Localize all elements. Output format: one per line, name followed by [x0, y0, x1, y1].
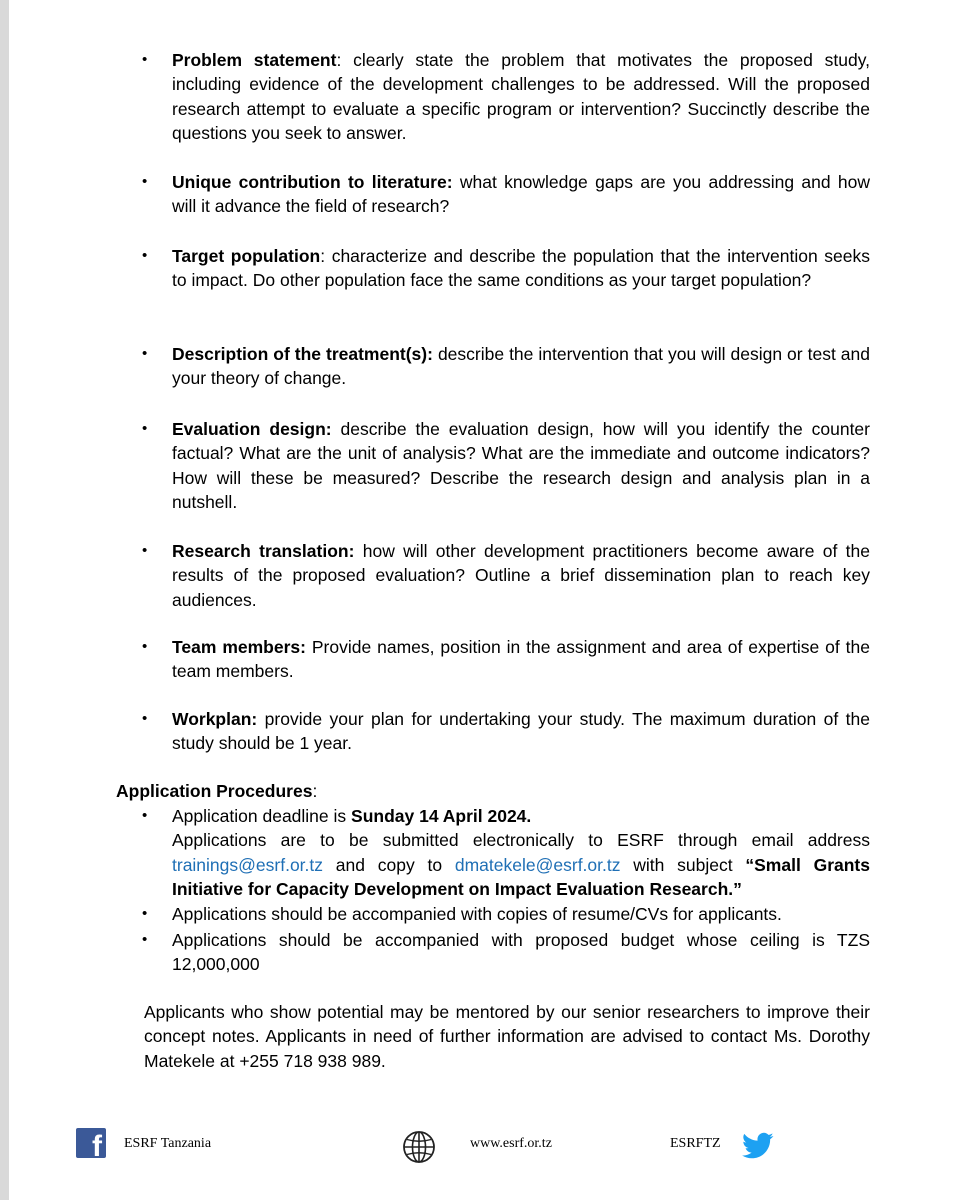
facebook-icon[interactable]: f	[76, 1128, 106, 1158]
procedure-deadline	[172, 804, 870, 902]
list-item-evaluation-design	[172, 417, 870, 515]
list-item-team-members	[172, 635, 870, 684]
item-text: describe the intervention that you will design or test and your theory of change.	[172, 344, 870, 389]
list-item-workplan	[172, 707, 870, 756]
item-title: Target population	[172, 246, 321, 266]
deadline-text: Application deadline is	[172, 806, 352, 826]
list-item-target-population	[172, 244, 870, 293]
item-title: Unique contribution to literature:	[172, 172, 453, 192]
item-text: what knowledge gaps are you addressing and how will it advance the field of research?	[172, 172, 871, 217]
item-title: Workplan:	[172, 709, 258, 729]
item-text: provide your plan for undertaking your study. The maximum duration of the study should be 1 year.	[172, 709, 870, 754]
deadline-date: Sunday 14 April 2024.	[351, 806, 532, 826]
twitter-handle[interactable]: ESRFTZ	[670, 1136, 721, 1151]
item-sep: :	[320, 246, 326, 266]
bullet-icon: •	[142, 420, 148, 437]
bullet-icon: •	[142, 931, 148, 948]
facebook-handle[interactable]: ESRF Tanzania	[124, 1136, 212, 1151]
website-link[interactable]: www.esrf.or.tz	[470, 1136, 552, 1151]
closing-paragraph: Applicants who show potential may be mentored by our senior researchers to improve their concept notes. Applicants in need of further information are advised to contact Ms. Dorothy Matekele at +255 718 938 989.	[144, 1002, 870, 1071]
bullet-icon: •	[142, 905, 148, 922]
footer	[0, 1128, 954, 1172]
list-item-problem-statement	[172, 48, 870, 146]
submit-text: Applications are to be submitted electronically to ESRF through email address	[172, 830, 870, 851]
item-title: Research translation:	[172, 541, 355, 561]
item-text: clearly state the problem that motivates the proposed study, including evidence of the development challenges to be addressed. Will the proposed research attempt to evaluate a specific program or intervention? Succinctly describe the questions you seek to answer.	[172, 50, 871, 144]
item-title: Problem statement	[172, 50, 337, 70]
item-title: Team members:	[172, 637, 306, 657]
bullet-icon: •	[142, 638, 148, 655]
item-text: how will other development practitioners become aware of the results of the proposed evaluation? Outline a brief dissemination plan to reach key audiences.	[172, 541, 871, 610]
copy-text: and copy to	[323, 854, 455, 875]
item-title: Evaluation design:	[172, 419, 332, 439]
subject-label: with subject	[620, 854, 746, 875]
bullet-icon: •	[142, 807, 148, 824]
item-sep: :	[336, 50, 342, 70]
list-item-treatment	[172, 342, 870, 391]
procedure-cv: Applications should be accompanied with copies of resume/CVs for applicants.	[172, 904, 782, 924]
bullet-icon: •	[142, 345, 148, 362]
bullet-icon: •	[142, 710, 148, 727]
bullet-icon: •	[142, 173, 148, 190]
email-trainings-link[interactable]: trainings@esrf.or.tz	[172, 854, 324, 875]
item-text: characterize and describe the population that the intervention seeks to impact. Do other population face the same conditions as your target population?	[172, 246, 870, 291]
procedure-budget: Applications should be accompanied with proposed budget whose ceiling is TZS 12,000,000	[172, 930, 870, 975]
twitter-bird-icon[interactable]	[742, 1132, 774, 1160]
item-text: describe the evaluation design, how will you identify the counter factual? What are the unit of analysis? What are the immediate and outcome indicators? How will these be measured? Describe the research design and analysis plan in a nutshell.	[172, 419, 870, 513]
list-item-research-translation	[172, 539, 870, 612]
globe-icon	[402, 1130, 436, 1164]
procedures-heading: Application Procedures:	[116, 781, 318, 801]
email-subject: “Small Grants Initiative for Capacity Development on Impact Evaluation Research.”	[172, 854, 870, 900]
list-item-unique-contribution	[172, 170, 870, 219]
item-title: Description of the treatment(s):	[172, 344, 433, 364]
bullet-icon: •	[142, 542, 148, 559]
bullet-icon: •	[142, 247, 148, 264]
page-edge	[0, 0, 9, 1200]
item-text: Provide names, position in the assignment and area of expertise of the team members.	[172, 637, 870, 682]
email-dmatekele-link[interactable]: dmatekele@esrf.or.tz	[454, 854, 621, 875]
bullet-icon: •	[142, 51, 148, 68]
